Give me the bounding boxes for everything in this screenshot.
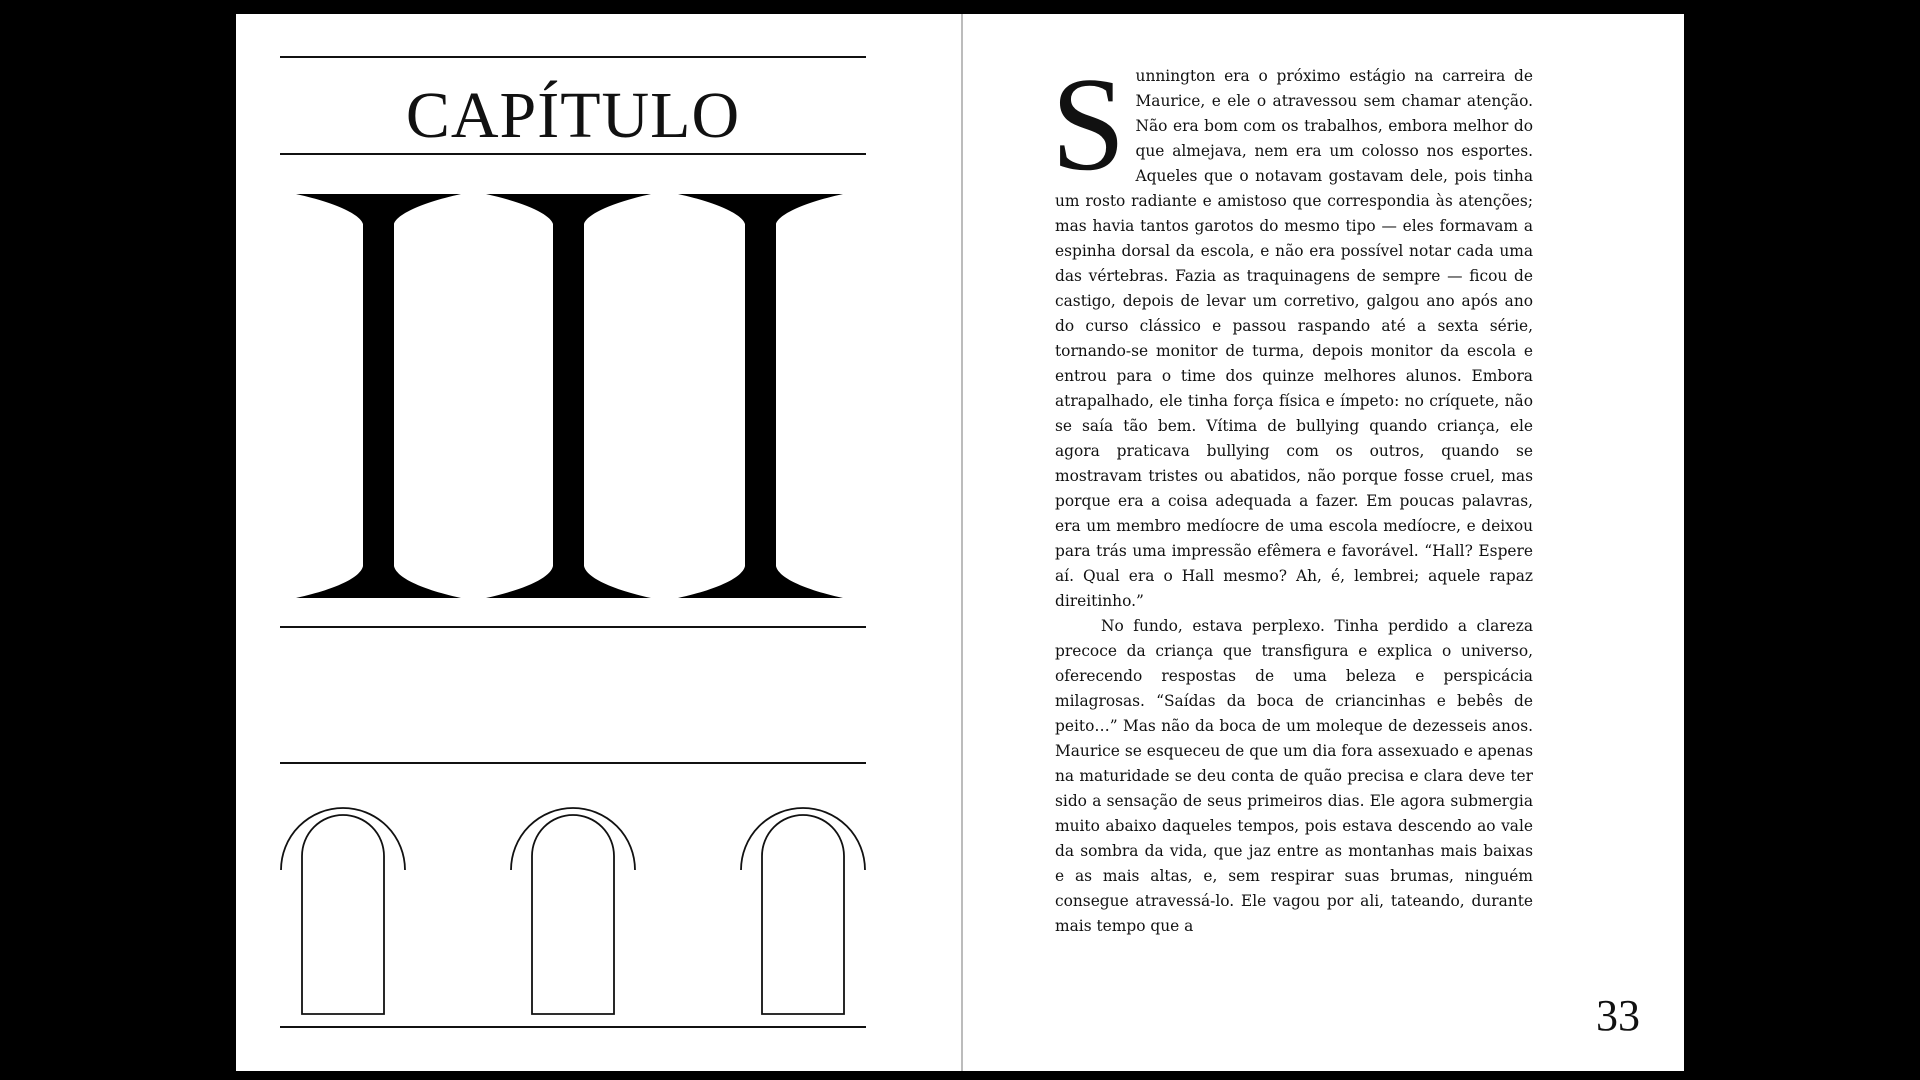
arch-3 (741, 808, 865, 1014)
bottom-rule (280, 1026, 866, 1028)
arches-illustration (280, 794, 870, 1034)
chapter-numeral-iii (296, 194, 856, 604)
page-number: 33 (1596, 991, 1640, 1040)
paragraph-1 (1051, 50, 1533, 614)
paragraph-1-text: unnington era o próximo estágio na carreira de Maurice, e ele o atravessou sem chamar atenção. Não era bom com os trabalhos, embora melhor do que almejava, nem era um colosso nos esportes. Aqueles que o notavam gostavam dele, pois tinha um rosto radiante e amistoso que correspondia às atenções; mas havia tantos garotos do mesmo tipo — eles formavam a espinha dorsal da escola, e não era possível notar cada uma das vértebras. Fazia as traquinagens de sempre — ficou de castigo, depois de levar um corretivo, galgou ano após ano do curso clássico e passou raspando até a sexta série, tornando-se monitor de turma, depois monitor da escola e entrou para o time dos quinze melhores alunos. Embora atrapalhado, ele tinha força física e ímpeto: no críquete, não se saía tão bem. Vítima de bullying quando criança, ele agora praticava bullying com os outros, quando se mostravam tristes ou abatidos, não porque fosse cruel, mas porque era a coisa adequada a fazer. Em poucas palavras, era um membro medíocre de uma escola medíocre, e deixou para trás uma impressão efêmera e favorável. “Hall? Espere aí. Qual era o Hall mesmo? Ah, é, lembrei; aquele rapaz direitinho.” (1055, 67, 1533, 610)
numeral-stroke-3 (678, 194, 843, 598)
arch-2 (511, 808, 635, 1014)
arches-top-rule (280, 762, 866, 764)
numeral-stroke-2 (486, 194, 651, 598)
chapter-label-rule (280, 153, 866, 155)
numeral-bottom-rule (280, 626, 866, 628)
right-page (963, 14, 1684, 1071)
drop-cap: S (1051, 50, 1126, 198)
top-rule (280, 56, 866, 58)
body-text (1051, 50, 1533, 939)
numeral-stroke-1 (296, 194, 461, 598)
left-page (236, 14, 962, 1071)
chapter-label: CAPÍTULO (405, 79, 741, 152)
arch-1 (281, 808, 405, 1014)
paragraph-2: No fundo, estava perplexo. Tinha perdido a clareza precoce da criança que transfigura e explica o universo, oferecendo respostas de uma beleza e perspicácia milagrosas. “Saídas da boca de criancinhas e bebês de peito…” Mas não da boca de um moleque de dezesseis anos. Maurice se esqueceu de que um dia fora assexuado e apenas na maturidade se deu conta de quão precisa e clara deve ter sido a sensação de seus primeiros dias. Ele agora submergia muito abaixo daqueles tempos, pois estava descendo ao vale da sombra da vida, que jaz entre as montanhas mais baixas e as mais altas, e, sem respirar suas brumas, ninguém consegue atravessá-lo. Ele vagou por ali, tateando, durante mais tempo que a (1055, 617, 1533, 935)
